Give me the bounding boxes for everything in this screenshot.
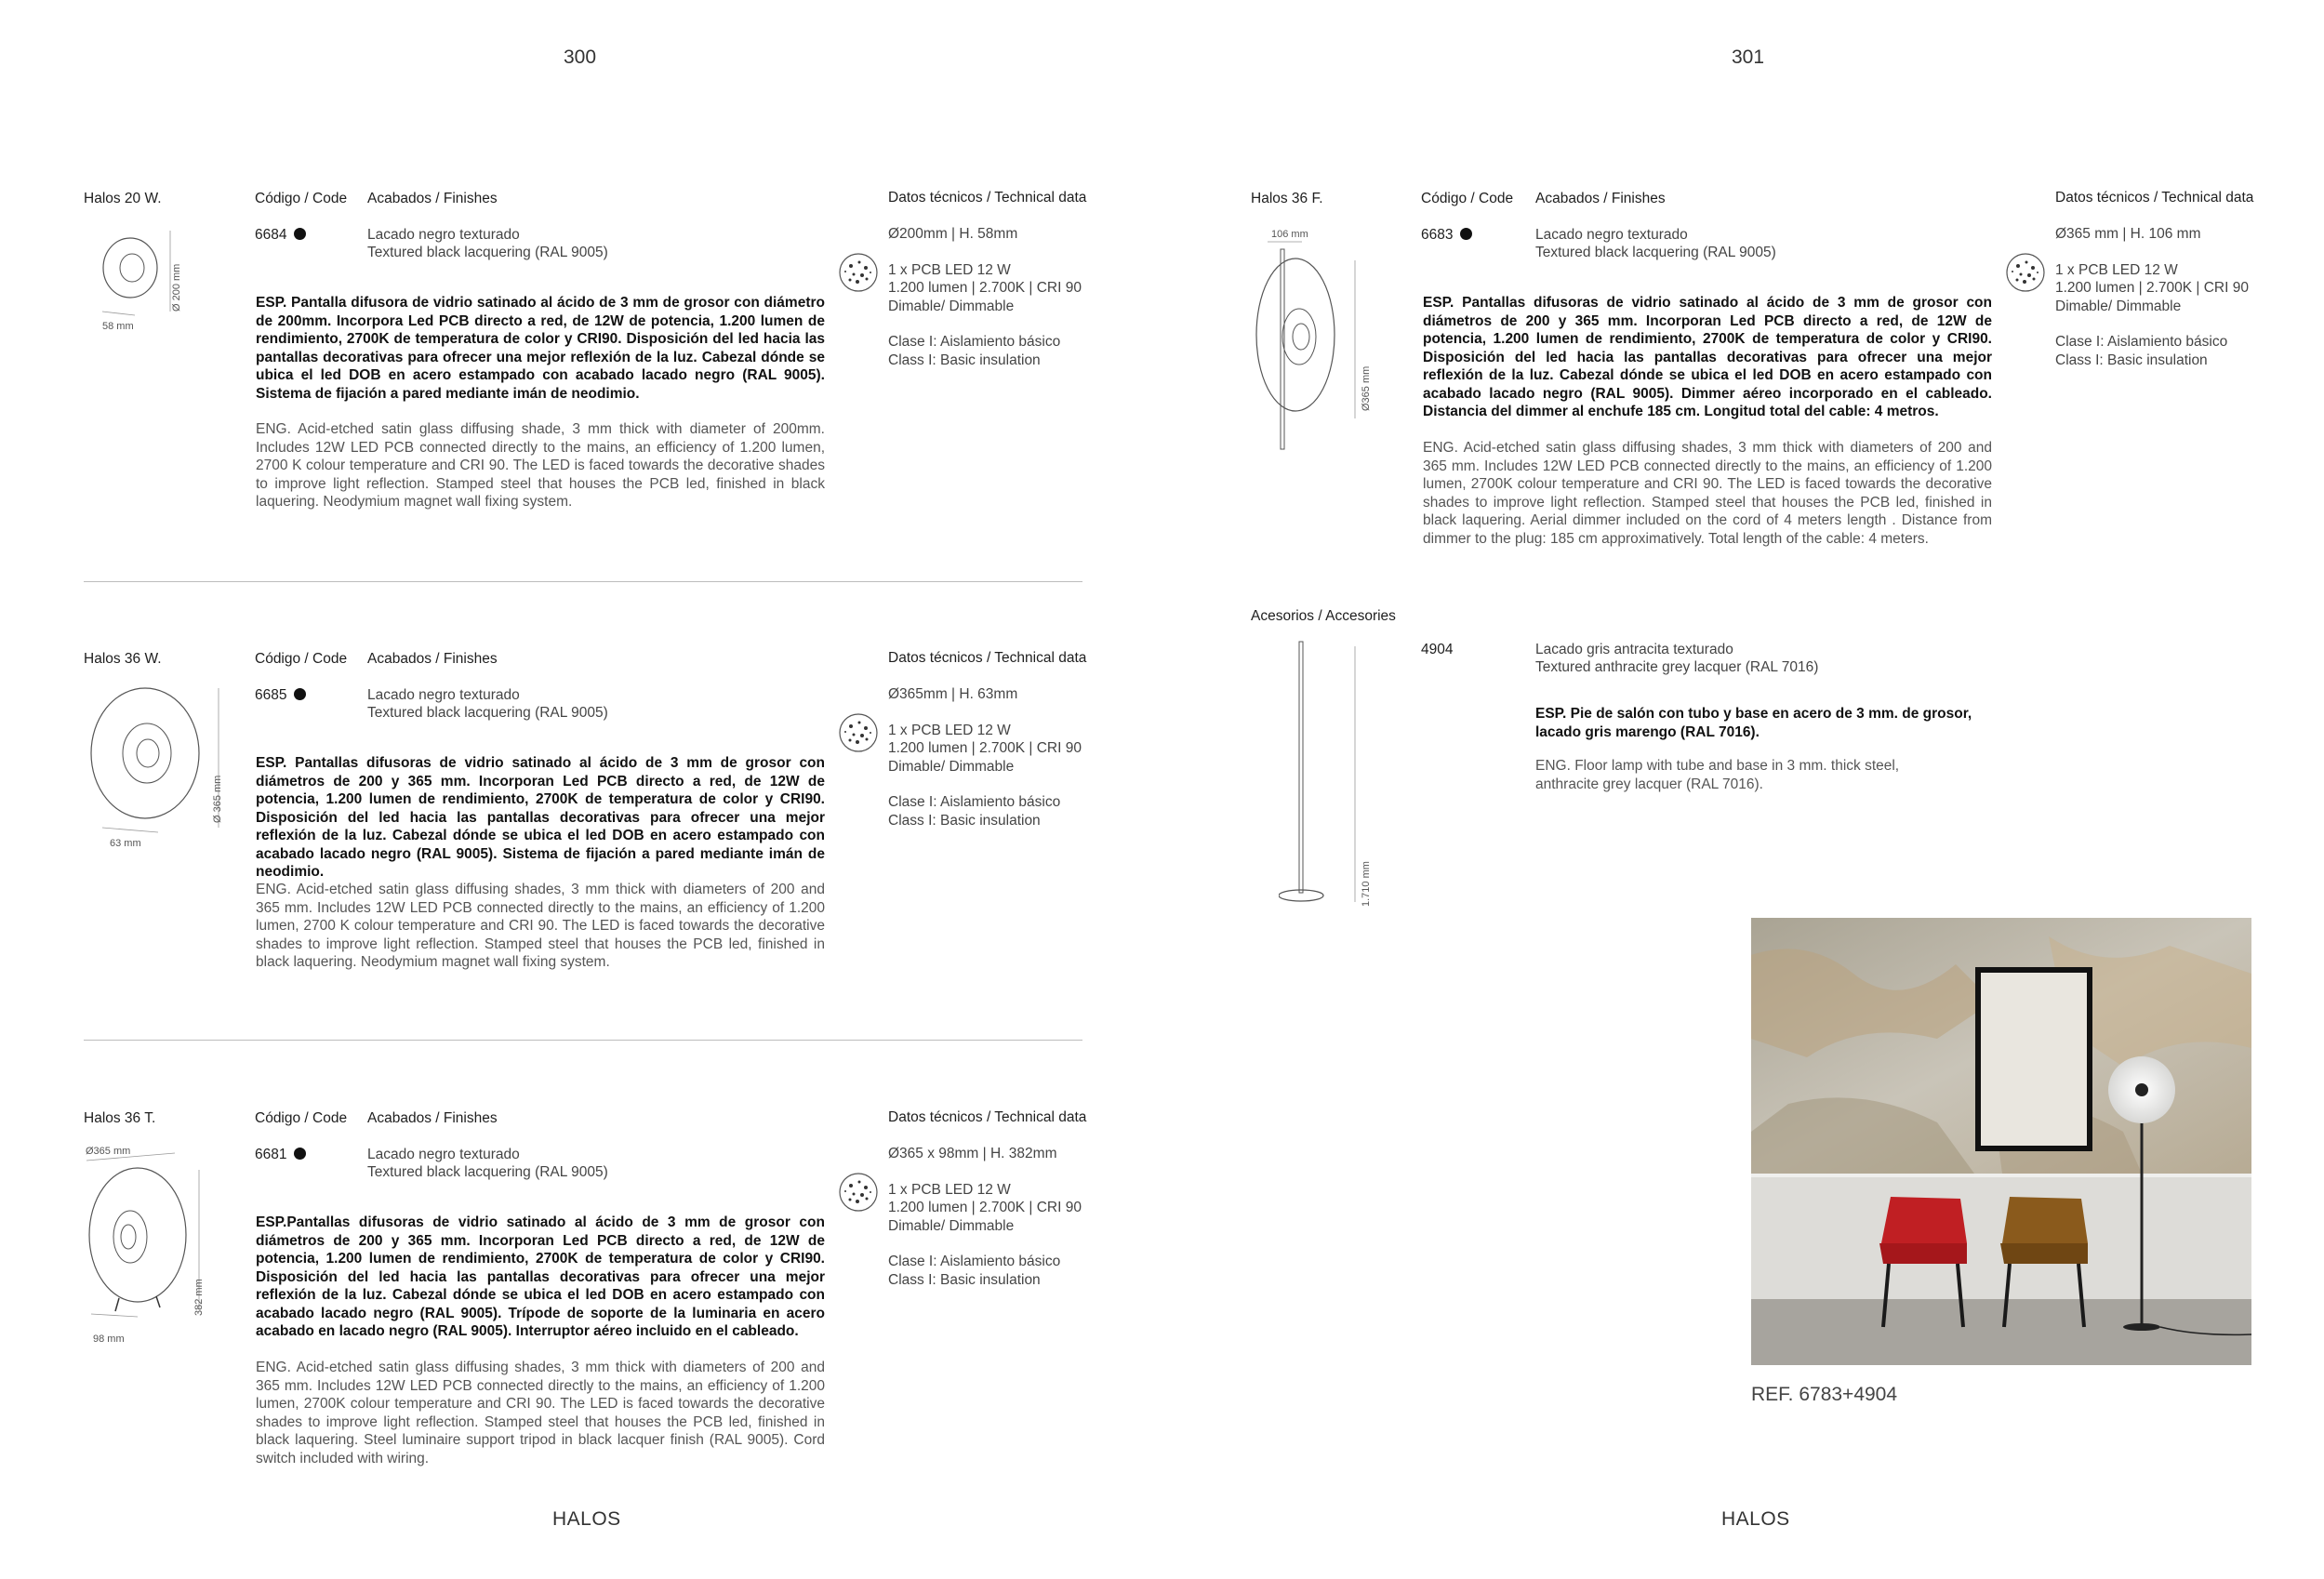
dimension-depth: 58 mm bbox=[102, 321, 134, 332]
dimension-diameter: Ø365 mm bbox=[86, 1146, 131, 1157]
accessory-code: 4904 bbox=[1421, 642, 1454, 657]
tech-class-en: Class I: Basic insulation bbox=[888, 812, 1041, 829]
ambient-photo-illustration bbox=[1751, 918, 2251, 1365]
finish-en: Textured black lacquering (RAL 9005) bbox=[367, 705, 608, 721]
accessory-description-esp: ESP. Pie de salón con tubo y base en acero de 3 mm. de grosor, lacado gris marengo (RAL 7016). bbox=[1535, 706, 1972, 740]
photo-reference: REF. 6783+4904 bbox=[1751, 1384, 1898, 1405]
product-name: Halos 20 W. bbox=[84, 191, 162, 206]
dimension-diameter: Ø365 mm bbox=[1361, 365, 1372, 411]
product-name: Halos 36 W. bbox=[84, 651, 162, 667]
description-esp: ESP. Pantalla difusora de vidrio satinado al ácido de 3 mm de grosor con diámetro de 200mm. Incorpora Led PCB directo a red, de 12W de potencia, 1.200 lumen de rendimiento, 2700K de temperatura de color y CRI90. Disposición del led hacia las pantallas decorativas para ofrecer una mejor reflexión de la luz. Cabezal dónde se ubica el led DOB en acero estampado con acabado lacado negro (RAL 9005). Sistema de fijación a pared mediante imán de neodimio. bbox=[256, 295, 825, 402]
led-chip-icon bbox=[837, 1171, 880, 1214]
finish-en: Textured black lacquering (RAL 9005) bbox=[367, 245, 608, 260]
halos-36w-drawing bbox=[84, 679, 232, 837]
finishes-header: Acabados / Finishes bbox=[367, 651, 498, 667]
tech-specs: 1.200 lumen | 2.700K | CRI 90 bbox=[888, 280, 1082, 296]
technical-header: Datos técnicos / Technical data bbox=[888, 650, 1087, 666]
tech-specs: 1.200 lumen | 2.700K | CRI 90 bbox=[2055, 280, 2249, 296]
description-esp: ESP. Pantallas difusoras de vidrio satinado al ácido de 3 mm de grosor con diámetros de 200 y 365 mm. Incorporan Led PCB directo a red, de 12W de potencia, 1.200 lumen de rendimiento, 2700K de temperatura de color y CRI90. Disposición del led hacia las pantallas decorativas para ofrecer una mejor reflexión de la luz. Cabezal dónde se ubica el led DOB en acero estampado con acabado lacado negro (RAL 9005). Dimmer aéreo incorporado en el cableado. Distancia del dimmer al enchufe 185 cm. Longitud total del cable: 4 metros. bbox=[1423, 295, 1992, 419]
tech-led: 1 x PCB LED 12 W bbox=[888, 1181, 1011, 1198]
tech-size: Ø365mm | H. 63mm bbox=[888, 686, 1018, 702]
technical-header: Datos técnicos / Technical data bbox=[2055, 190, 2254, 206]
tech-specs: 1.200 lumen | 2.700K | CRI 90 bbox=[888, 1200, 1082, 1215]
dimension-depth: 106 mm bbox=[1271, 229, 1308, 240]
description-eng: ENG. Acid-etched satin glass diffusing shades, 3 mm thick with diameters of 200 and 365 mm. Includes 12W LED PCB connected directly to the mains, an efficiency of 1.200 lumen, 2700 K colour temperature and CRI 90. The LED is faced towards the decorative shades to improve light reflection. Stamped steel that houses the PCB led, finished in black laquering. Neodymium magnet wall fixing system. bbox=[256, 882, 825, 970]
tech-dimmable: Dimable/ Dimmable bbox=[888, 1217, 1015, 1234]
tech-class-en: Class I: Basic insulation bbox=[888, 1271, 1041, 1288]
product-code-text: 6683 bbox=[1421, 227, 1454, 243]
tech-class-es: Clase I: Aislamiento básico bbox=[888, 1254, 1061, 1269]
led-chip-icon bbox=[837, 711, 880, 754]
accessory-description-eng: ENG. Floor lamp with tube and base in 3 mm. thick steel, anthracite grey lacquer (RAL 7016). bbox=[1535, 758, 1900, 792]
technical-data bbox=[888, 1145, 1130, 1289]
product-code-text: 6685 bbox=[255, 687, 287, 703]
finish-es: Lacado negro texturado bbox=[367, 687, 520, 703]
halos-20w-drawing bbox=[93, 223, 177, 325]
tech-specs: 1.200 lumen | 2.700K | CRI 90 bbox=[888, 740, 1082, 756]
finishes-header: Acabados / Finishes bbox=[367, 191, 498, 206]
tech-size: Ø365 x 98mm | H. 382mm bbox=[888, 1146, 1057, 1161]
dimension-height: 1.710 mm bbox=[1361, 861, 1372, 907]
product-code bbox=[255, 1147, 306, 1163]
led-chip-icon bbox=[837, 251, 880, 294]
dimension-depth: 98 mm bbox=[93, 1334, 125, 1345]
floor-stand-drawing bbox=[1279, 637, 1390, 907]
halos-36t-drawing bbox=[82, 1142, 212, 1328]
tech-class-en: Class I: Basic insulation bbox=[2055, 352, 2208, 368]
tech-size: Ø365 mm | H. 106 mm bbox=[2055, 226, 2201, 242]
technical-header: Datos técnicos / Technical data bbox=[888, 190, 1087, 206]
finish-es: Lacado negro texturado bbox=[367, 1147, 520, 1162]
description-esp: ESP. Pantallas difusoras de vidrio satinado al ácido de 3 mm de grosor con diámetros de 200 y 365 mm. Incorporan Led PCB directo a red, de 12W de potencia, 1.200 lumen de rendimiento, 2700K de temperatura de color y CRI90. Disposición del led hacia las pantallas decorativas para ofrecer una mejor reflexión de la luz. Cabezal dónde se ubica el led DOB en acero estampado con acabado lacado negro (RAL 9005). Sistema de fijación a pared mediante imán de neodimio. bbox=[256, 755, 825, 880]
code-header: Código / Code bbox=[255, 191, 348, 206]
code-header: Código / Code bbox=[255, 651, 348, 667]
dimension-height: 382 mm bbox=[193, 1279, 205, 1316]
page-number-left: 300 bbox=[564, 46, 597, 68]
dimension-depth: 63 mm bbox=[110, 838, 141, 849]
technical-data bbox=[888, 685, 1130, 829]
tech-class-es: Clase I: Aislamiento básico bbox=[888, 794, 1061, 810]
footer-left: HALOS bbox=[552, 1508, 621, 1530]
product-code-text: 6681 bbox=[255, 1147, 287, 1162]
halos-36f-drawing bbox=[1251, 232, 1381, 456]
finish-en: Textured black lacquering (RAL 9005) bbox=[367, 1164, 608, 1180]
description-eng: ENG. Acid-etched satin glass diffusing shades, 3 mm thick with diameters of 200 and 365 mm. Includes 12W LED PCB connected directly to the mains, an efficiency of 1.200 lumen, 2700K colour temperature and CRI 90. The LED is faced towards the decorative shades to improve light reflection. Stamped steel that houses the PCB led, finished in black laquering. Aerial dimmer included on the cord of 4 meters length . Distance from dimmer to the plug: 185 cm approximatively. Total length of the cable: 4 meters. bbox=[1423, 440, 1992, 547]
tech-led: 1 x PCB LED 12 W bbox=[888, 722, 1011, 738]
led-chip-icon bbox=[2004, 251, 2047, 294]
finish-es: Lacado negro texturado bbox=[367, 227, 520, 243]
ambient-photo bbox=[1751, 918, 2251, 1365]
tech-size: Ø200mm | H. 58mm bbox=[888, 226, 1018, 242]
description-eng: ENG. Acid-etched satin glass diffusing shade, 3 mm thick with diameter of 200mm. Includes 12W LED PCB connected directly to the mains, an efficiency of 1.200 lumen, 2700 K colour temperature and CRI 90. The LED is faced towards the decorative shades to improve light reflection. Stamped steel that houses the PCB led, finished in black laquering. Neodymium magnet wall fixing system. bbox=[256, 421, 825, 510]
tech-dimmable: Dimable/ Dimmable bbox=[888, 758, 1015, 775]
technical-data bbox=[2055, 225, 2306, 369]
description-eng: ENG. Acid-etched satin glass diffusing shades, 3 mm thick with diameters of 200 and 365 mm. Includes 12W LED PCB connected directly to the mains, an efficiency of 1.200 lumen, 2700K colour temperature and CRI 90. The LED is faced towards the decorative shades to improve light reflection. Stamped steel that houses the PCB led, finished in black laquering. Steel luminaire support tripod in black lacquer finish (RAL 9005). Cord switch included with wiring. bbox=[256, 1360, 825, 1466]
finish-color-dot bbox=[294, 1148, 306, 1160]
finishes-header: Acabados / Finishes bbox=[1535, 191, 1666, 206]
product-code bbox=[255, 227, 306, 244]
product-code-text: 6684 bbox=[255, 227, 287, 243]
description-esp: ESP.Pantallas difusoras de vidrio satinado al ácido de 3 mm de grosor con diámetros de 200 y 365 mm. Incorporan Led PCB directo a red, de 12W de potencia, 1.200 lumen de rendimiento, 2700K de temperatura de color y CRI90. Disposición del led hacia las pantallas decorativas para ofrecer una mejor reflexión de la luz. Cabezal dónde se ubica el led DOB en acero estampado con acabado lacado negro (RAL 9005). Trípode de soporte de la luminaria en acero acabado en lacado negro (RAL 9005). Interruptor aéreo incluido en el cableado. bbox=[256, 1214, 825, 1339]
accessory-finish-es: Lacado gris antracita texturado bbox=[1535, 642, 1733, 657]
finish-color-dot bbox=[1460, 228, 1472, 240]
accessory-section-title: Acesorios / Accesories bbox=[1251, 608, 1396, 624]
technical-header: Datos técnicos / Technical data bbox=[888, 1109, 1087, 1125]
product-code bbox=[1421, 227, 1472, 244]
product-name: Halos 36 T. bbox=[84, 1110, 156, 1126]
accessory-finish-en: Textured anthracite grey lacquer (RAL 7016) bbox=[1535, 659, 1819, 675]
page-number-right: 301 bbox=[1732, 46, 1765, 68]
footer-right: HALOS bbox=[1721, 1508, 1790, 1530]
tech-class-es: Clase I: Aislamiento básico bbox=[888, 334, 1061, 350]
finish-en: Textured black lacquering (RAL 9005) bbox=[1535, 245, 1776, 260]
tech-class-es: Clase I: Aislamiento básico bbox=[2055, 334, 2228, 350]
finishes-header: Acabados / Finishes bbox=[367, 1110, 498, 1126]
finish-color-dot bbox=[294, 688, 306, 700]
tech-led: 1 x PCB LED 12 W bbox=[2055, 261, 2178, 278]
section-divider bbox=[84, 581, 1082, 582]
technical-data bbox=[888, 225, 1130, 369]
finish-es: Lacado negro texturado bbox=[1535, 227, 1688, 243]
tech-class-en: Class I: Basic insulation bbox=[888, 352, 1041, 368]
finish-color-dot bbox=[294, 228, 306, 240]
code-header: Código / Code bbox=[255, 1110, 348, 1126]
dimension-diameter: Ø 365 mm bbox=[212, 775, 223, 823]
product-code bbox=[255, 687, 306, 704]
tech-dimmable: Dimable/ Dimmable bbox=[888, 298, 1015, 314]
product-name: Halos 36 F. bbox=[1251, 191, 1323, 206]
code-header: Código / Code bbox=[1421, 191, 1514, 206]
dimension-diameter: Ø 200 mm bbox=[171, 263, 182, 312]
tech-dimmable: Dimable/ Dimmable bbox=[2055, 298, 2182, 314]
section-divider bbox=[84, 1040, 1082, 1041]
tech-led: 1 x PCB LED 12 W bbox=[888, 261, 1011, 278]
